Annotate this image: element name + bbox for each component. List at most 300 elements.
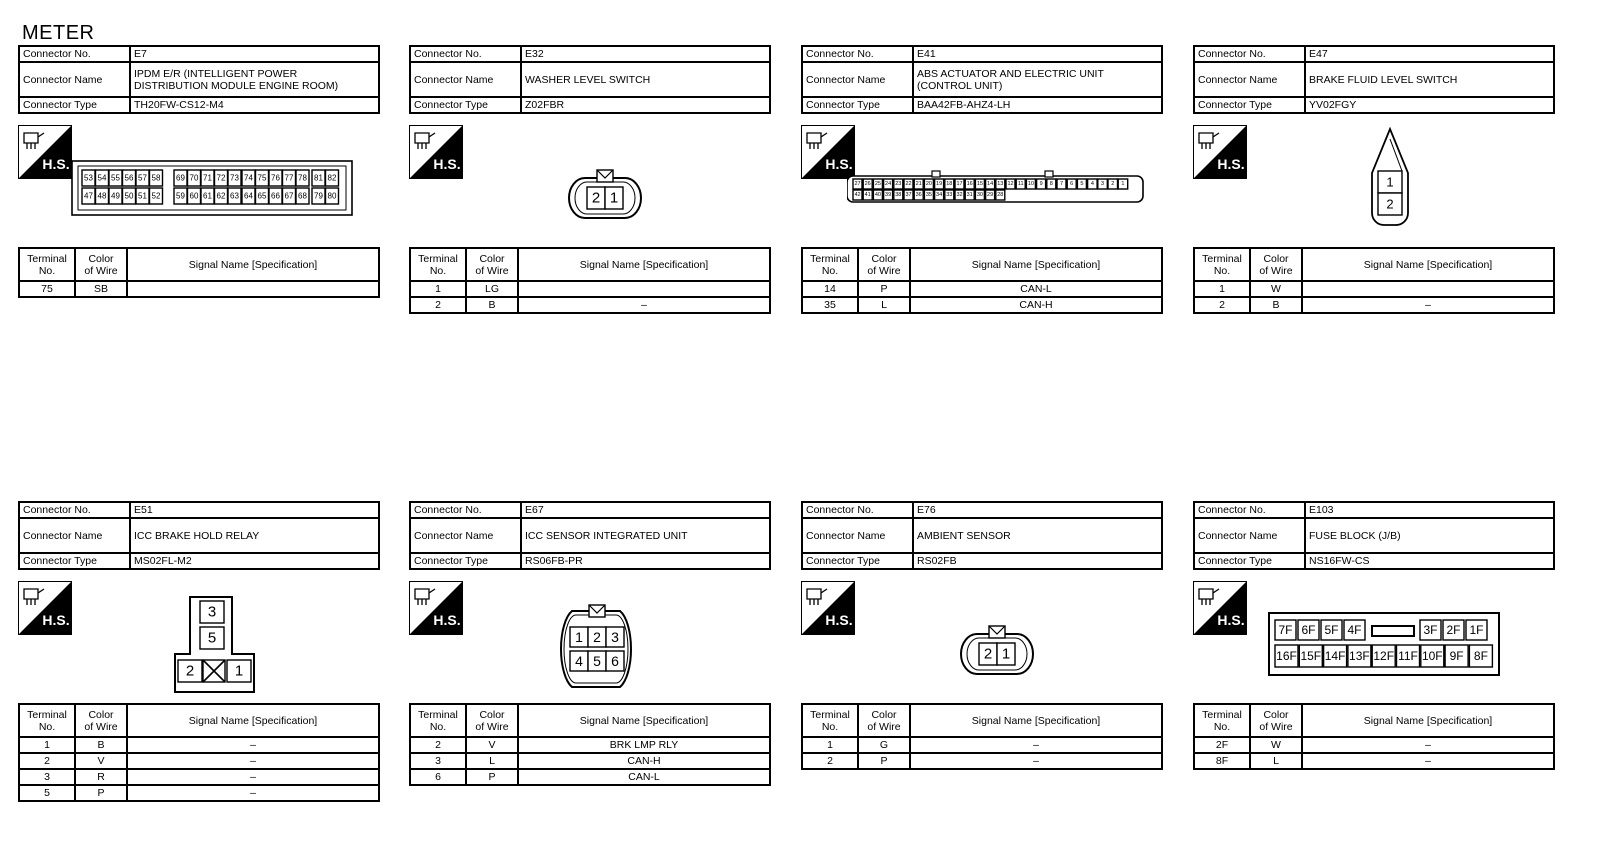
pin-24-label: 24 (885, 181, 892, 187)
connector-header (1193, 45, 1555, 114)
pin-2-label: 2 (593, 629, 601, 645)
color-header (858, 704, 910, 737)
table-row (410, 297, 770, 313)
table-row (802, 297, 1162, 313)
connector-type-value: NS16FW-CS (1305, 553, 1554, 569)
color-header-line1: Color (88, 708, 114, 721)
wire-color: LG (466, 281, 518, 297)
pin-23-label: 23 (895, 181, 902, 187)
wire-color: L (858, 297, 910, 313)
pin-2-label: 2 (983, 645, 993, 663)
hs-label: H.S. (1217, 156, 1245, 172)
signal-header: Signal Name [Specification] (1302, 704, 1554, 737)
pin-1-label: 1 (609, 189, 619, 207)
wire-color: B (1250, 297, 1302, 313)
terminal-no-header (19, 704, 75, 737)
hs-label: H.S. (433, 612, 461, 628)
pin-78-label: 78 (298, 173, 307, 183)
terminal-table (409, 247, 771, 314)
connector-type-label: Connector Type (802, 553, 913, 569)
connector-no-value: E103 (1305, 502, 1554, 518)
terminal-header-line2: No. (38, 720, 56, 733)
terminal-no: 2F (1194, 737, 1250, 753)
color-header (1250, 248, 1302, 281)
signal-header: Signal Name [Specification] (910, 248, 1162, 281)
pin-6-label: 6 (1070, 181, 1074, 187)
pin-2-label: 2 (591, 189, 601, 207)
connector-face-e41 (847, 170, 1147, 210)
pin-55-label: 55 (111, 173, 120, 183)
terminal-table (1193, 247, 1555, 314)
signal-name: – (1302, 753, 1554, 769)
connector-panel-e47 (1193, 45, 1555, 345)
terminal-no: 1 (1194, 281, 1250, 297)
pin-8F-label: 8F (1473, 649, 1488, 663)
pin-12-label: 12 (1007, 181, 1014, 187)
terminal-no-header (802, 704, 858, 737)
terminal-no-header (1194, 704, 1250, 737)
connector-name-value (130, 518, 379, 553)
pin-7F-label: 7F (1278, 623, 1293, 637)
terminal-no-header (410, 704, 466, 737)
color-header-line1: Color (479, 708, 505, 721)
connector-name-line1: WASHER LEVEL SWITCH (525, 73, 651, 86)
wire-color: G (858, 737, 910, 753)
connector-header (801, 45, 1163, 114)
pin-51-label: 51 (138, 191, 147, 201)
pin-64-label: 64 (244, 191, 253, 201)
pin-82-label: 82 (327, 173, 337, 183)
connector-no-label: Connector No. (19, 46, 130, 62)
signal-name: – (910, 737, 1162, 753)
connector-name-line2: DISTRIBUTION MODULE ENGINE ROOM) (134, 79, 339, 92)
wire-color: L (466, 753, 518, 769)
wire-color: R (75, 769, 127, 785)
connector-type-label: Connector Type (1194, 97, 1305, 113)
terminal-header-line1: Terminal (810, 252, 850, 265)
pin-27-label: 27 (854, 181, 861, 187)
connector-no-label: Connector No. (1194, 502, 1305, 518)
terminal-header-line2: No. (1213, 720, 1231, 733)
terminal-header-line1: Terminal (1202, 708, 1242, 721)
pin-56-label: 56 (124, 173, 134, 183)
wire-color: W (1250, 737, 1302, 753)
pin-16F-label: 16F (1276, 649, 1297, 663)
terminal-no: 2 (410, 297, 466, 313)
terminal-header-line1: Terminal (27, 252, 67, 265)
pin-2-label: 2 (185, 662, 195, 680)
connector-type-label: Connector Type (19, 97, 130, 113)
pin-4-label: 4 (575, 653, 583, 669)
signal-name: – (127, 737, 379, 753)
signal-name: CAN-L (518, 769, 770, 785)
pin-53-label: 53 (84, 173, 93, 183)
harness-side-icon (801, 581, 855, 635)
terminal-no-header (802, 248, 858, 281)
pin-58-label: 58 (151, 173, 161, 183)
pin-5-label: 5 (593, 653, 601, 669)
connector-type-label: Connector Type (19, 553, 130, 569)
connector-name-line1: AMBIENT SENSOR (917, 529, 1011, 542)
color-header-line2: of Wire (867, 264, 901, 277)
pin-16-label: 16 (966, 181, 973, 187)
connector-header (409, 501, 771, 570)
pin-4-label: 4 (1090, 181, 1094, 187)
connector-face-e47 (1365, 125, 1415, 235)
signal-name (518, 281, 770, 297)
connector-panel-e67 (409, 501, 771, 801)
terminal-no: 3 (410, 753, 466, 769)
terminal-header-line1: Terminal (810, 708, 850, 721)
hs-label: H.S. (433, 156, 461, 172)
terminal-no-header (1194, 248, 1250, 281)
connector-name-value (913, 518, 1162, 553)
pin-41-label: 41 (864, 192, 871, 198)
pin-11-label: 11 (1017, 181, 1024, 187)
table-row (1194, 281, 1554, 297)
signal-name: – (1302, 737, 1554, 753)
connector-type-label: Connector Type (802, 97, 913, 113)
connector-no-value: E47 (1305, 46, 1554, 62)
connector-no-value: E67 (521, 502, 770, 518)
connector-panel-e7 (18, 45, 380, 345)
pin-2-label: 2 (1386, 196, 1394, 212)
terminal-no: 6 (410, 769, 466, 785)
pin-48-label: 48 (97, 191, 107, 201)
terminal-header-line2: No. (429, 720, 447, 733)
connector-type-label: Connector Type (410, 97, 521, 113)
pin-72-label: 72 (216, 173, 226, 183)
connector-panel-e51 (18, 501, 380, 801)
pin-21-label: 21 (915, 181, 922, 187)
pin-40-label: 40 (874, 192, 881, 198)
pin-65-label: 65 (257, 191, 267, 201)
terminal-header-line1: Terminal (418, 708, 458, 721)
pin-60-label: 60 (189, 191, 199, 201)
color-header-line1: Color (88, 252, 114, 265)
pin-50-label: 50 (124, 191, 134, 201)
connector-name-label: Connector Name (802, 518, 913, 553)
connector-name-label: Connector Name (802, 62, 913, 97)
connector-face-e76 (959, 624, 1037, 680)
connector-no-value: E7 (130, 46, 379, 62)
pin-73-label: 73 (230, 173, 239, 183)
connector-face-e7 (70, 159, 360, 219)
pin-9F-label: 9F (1449, 649, 1464, 663)
color-header-line2: of Wire (475, 720, 509, 733)
pin-36-label: 36 (915, 192, 922, 198)
connector-panel-e32 (409, 45, 771, 345)
pin-2F-label: 2F (1446, 623, 1461, 637)
terminal-no: 2 (19, 753, 75, 769)
color-header-line1: Color (1263, 708, 1289, 721)
signal-name (127, 281, 379, 297)
pin-4F-label: 4F (1347, 623, 1362, 637)
connector-type-label: Connector Type (1194, 553, 1305, 569)
pin-54-label: 54 (97, 173, 107, 183)
pin-13F-label: 13F (1349, 649, 1370, 663)
connector-face-e51 (170, 594, 265, 694)
color-header (75, 704, 127, 737)
color-header-line1: Color (871, 252, 897, 265)
connector-no-value: E51 (130, 502, 379, 518)
pin-1-label: 1 (575, 629, 583, 645)
pin-79-label: 79 (314, 191, 323, 201)
hs-label: H.S. (42, 156, 70, 172)
color-header-line2: of Wire (1259, 264, 1293, 277)
pin-18-label: 18 (946, 181, 953, 187)
connector-name-line1: FUSE BLOCK (J/B) (1309, 529, 1401, 542)
connector-name-label: Connector Name (1194, 62, 1305, 97)
pin-7-label: 7 (1059, 181, 1064, 187)
table-row (802, 281, 1162, 297)
color-header-line2: of Wire (84, 264, 118, 277)
pin-19-label: 19 (936, 181, 943, 187)
table-row (19, 281, 379, 297)
wire-color: B (75, 737, 127, 753)
connector-name-value (130, 62, 379, 97)
table-row (410, 753, 770, 769)
connector-no-label: Connector No. (410, 502, 521, 518)
signal-header: Signal Name [Specification] (127, 704, 379, 737)
connector-type-value: RS02FB (913, 553, 1162, 569)
pin-62-label: 62 (216, 191, 226, 201)
connector-panel-e41 (801, 45, 1163, 345)
pin-30-label: 30 (976, 192, 983, 198)
terminal-table (18, 703, 380, 802)
color-header-line2: of Wire (84, 720, 118, 733)
pin-3-label: 3 (611, 629, 619, 645)
terminal-no: 3 (19, 769, 75, 785)
color-header-line1: Color (479, 252, 505, 265)
pin-3F-label: 3F (1423, 623, 1438, 637)
pin-28-label: 28 (997, 192, 1004, 198)
terminal-no-header (410, 248, 466, 281)
connector-type-value: RS06FB-PR (521, 553, 770, 569)
connector-type-value: MS02FL-M2 (130, 553, 379, 569)
pin-11F-label: 11F (1398, 649, 1418, 663)
pin-3-label: 3 (1101, 181, 1105, 187)
connector-header (18, 45, 380, 114)
table-row (410, 737, 770, 753)
connector-no-label: Connector No. (802, 46, 913, 62)
connector-header (1193, 501, 1555, 570)
table-row (802, 737, 1162, 753)
pin-10-label: 10 (1027, 181, 1034, 187)
terminal-header-line1: Terminal (418, 252, 458, 265)
connector-name-label: Connector Name (410, 518, 521, 553)
signal-header: Signal Name [Specification] (518, 248, 770, 281)
connector-type-label: Connector Type (410, 553, 521, 569)
signal-header: Signal Name [Specification] (910, 704, 1162, 737)
pin-14-label: 14 (987, 181, 994, 187)
connector-header (409, 45, 771, 114)
connector-type-value: YV02FGY (1305, 97, 1554, 113)
pin-1-label: 1 (234, 662, 244, 680)
pin-22-label: 22 (905, 181, 912, 187)
pin-29-label: 29 (987, 192, 994, 198)
terminal-no: 1 (19, 737, 75, 753)
harness-side-icon (409, 581, 463, 635)
signal-name: CAN-H (518, 753, 770, 769)
terminal-no: 75 (19, 281, 75, 297)
color-header (1250, 704, 1302, 737)
harness-side-icon (1193, 581, 1247, 635)
pin-32-label: 32 (956, 192, 963, 198)
wire-color: B (466, 297, 518, 313)
pin-25-label: 25 (874, 181, 881, 187)
connector-name-value (521, 62, 770, 97)
color-header (75, 248, 127, 281)
hs-label: H.S. (1217, 612, 1245, 628)
pin-33-label: 33 (946, 192, 953, 198)
terminal-table (409, 703, 771, 786)
pin-59-label: 59 (176, 191, 185, 201)
signal-name: BRK LMP RLY (518, 737, 770, 753)
terminal-table (801, 247, 1163, 314)
connector-name-line1: ICC BRAKE HOLD RELAY (134, 529, 260, 542)
signal-name: CAN-H (910, 297, 1162, 313)
terminal-table (801, 703, 1163, 770)
pin-35-label: 35 (925, 192, 932, 198)
wire-color: L (1250, 753, 1302, 769)
signal-name: – (910, 753, 1162, 769)
connector-name-label: Connector Name (410, 62, 521, 97)
terminal-no: 35 (802, 297, 858, 313)
pin-63-label: 63 (230, 191, 239, 201)
pin-1-label: 1 (1001, 645, 1011, 663)
terminal-no: 2 (410, 737, 466, 753)
table-row (1194, 753, 1554, 769)
signal-name: – (518, 297, 770, 313)
signal-header: Signal Name [Specification] (518, 704, 770, 737)
connector-name-label: Connector Name (1194, 518, 1305, 553)
table-row (19, 769, 379, 785)
connector-no-value: E32 (521, 46, 770, 62)
pin-81-label: 81 (314, 173, 323, 183)
pin-52-label: 52 (151, 191, 161, 201)
wire-color: P (858, 281, 910, 297)
color-header (466, 248, 518, 281)
connector-name-line2: (CONTROL UNIT) (917, 79, 1003, 92)
connector-no-label: Connector No. (19, 502, 130, 518)
pin-47-label: 47 (84, 191, 93, 201)
pin-31-label: 31 (966, 192, 973, 198)
pin-10F-label: 10F (1421, 649, 1443, 663)
pin-13-label: 13 (997, 181, 1004, 187)
terminal-no: 2 (1194, 297, 1250, 313)
color-header (466, 704, 518, 737)
table-row (19, 785, 379, 801)
connector-panel-e103 (1193, 501, 1555, 801)
pin-26-label: 26 (864, 181, 871, 187)
terminal-header-line2: No. (1213, 264, 1231, 277)
wire-color: V (75, 753, 127, 769)
terminal-no: 1 (410, 281, 466, 297)
pin-61-label: 61 (203, 191, 212, 201)
harness-side-icon (18, 125, 72, 179)
pin-39-label: 39 (885, 192, 892, 198)
pin-66-label: 66 (271, 191, 280, 201)
harness-side-icon (409, 125, 463, 179)
connector-no-label: Connector No. (410, 46, 521, 62)
pin-1-label: 1 (1386, 174, 1394, 190)
signal-name: – (127, 769, 379, 785)
wire-color: P (466, 769, 518, 785)
pin-34-label: 34 (936, 192, 943, 198)
color-header-line2: of Wire (1259, 720, 1293, 733)
connector-header (801, 501, 1163, 570)
pin-68-label: 68 (298, 191, 307, 201)
table-row (19, 753, 379, 769)
hs-label: H.S. (825, 612, 853, 628)
pin-15-label: 15 (976, 181, 983, 187)
pin-17-label: 17 (956, 181, 963, 187)
connector-face-e32 (567, 168, 645, 224)
color-header-line1: Color (1263, 252, 1289, 265)
terminal-header-line2: No. (429, 264, 447, 277)
pin-37-label: 37 (905, 192, 912, 198)
terminal-header-line2: No. (821, 264, 839, 277)
connector-no-label: Connector No. (802, 502, 913, 518)
connector-type-value: TH20FW-CS12-M4 (130, 97, 379, 113)
connector-name-value (1305, 62, 1554, 97)
signal-name: – (127, 753, 379, 769)
signal-name: – (1302, 297, 1554, 313)
terminal-table (1193, 703, 1555, 770)
pin-75-label: 75 (257, 173, 267, 183)
connector-name-value (1305, 518, 1554, 553)
pin-2-label: 2 (1111, 181, 1115, 187)
connector-name-line1: IPDM E/R (INTELLIGENT POWER (134, 67, 298, 80)
pin-8-label: 8 (1049, 181, 1053, 187)
terminal-table (18, 247, 380, 298)
pin-6F-label: 6F (1301, 623, 1316, 637)
connector-no-value: E41 (913, 46, 1162, 62)
connector-name-line1: BRAKE FLUID LEVEL SWITCH (1309, 73, 1458, 86)
pin-5F-label: 5F (1324, 623, 1339, 637)
signal-name (1302, 281, 1554, 297)
pin-70-label: 70 (189, 173, 199, 183)
pin-57-label: 57 (138, 173, 147, 183)
harness-side-icon (18, 581, 72, 635)
hs-label: H.S. (825, 156, 853, 172)
connector-name-value (913, 62, 1162, 97)
harness-side-icon (1193, 125, 1247, 179)
pin-1-label: 1 (1121, 181, 1125, 187)
terminal-header-line1: Terminal (27, 708, 67, 721)
terminal-no: 5 (19, 785, 75, 801)
pin-5-label: 5 (207, 629, 217, 647)
table-row (1194, 737, 1554, 753)
connector-panel-e76 (801, 501, 1163, 801)
color-header-line1: Color (871, 708, 897, 721)
terminal-header-line1: Terminal (1202, 252, 1242, 265)
connector-name-line1: ICC SENSOR INTEGRATED UNIT (525, 529, 688, 542)
color-header (858, 248, 910, 281)
pin-12F-label: 12F (1373, 649, 1395, 663)
wire-color: W (1250, 281, 1302, 297)
connector-face-e103 (1268, 612, 1508, 678)
connector-type-value: BAA42FB-AHZ4-LH (913, 97, 1162, 113)
table-row (19, 737, 379, 753)
table-row (1194, 297, 1554, 313)
signal-header: Signal Name [Specification] (1302, 248, 1554, 281)
pin-14F-label: 14F (1324, 649, 1346, 663)
pin-1F-label: 1F (1469, 623, 1484, 637)
connector-no-label: Connector No. (1194, 46, 1305, 62)
table-row (410, 769, 770, 785)
